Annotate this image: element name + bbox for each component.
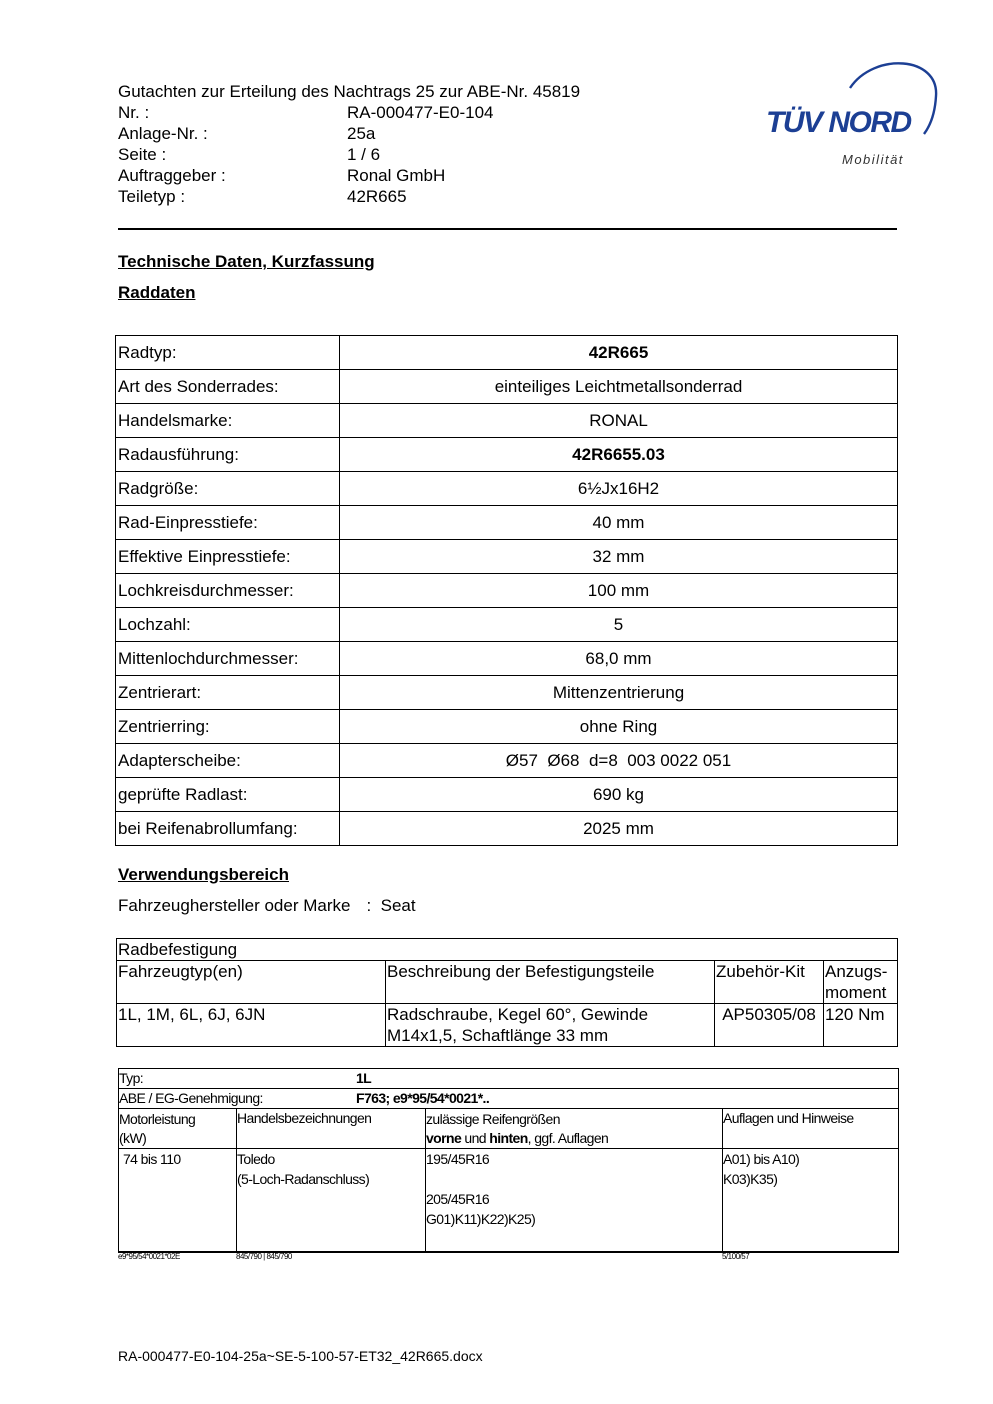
table-row [116, 540, 898, 574]
row-label: Zentrierring: [116, 710, 340, 744]
table-row [116, 744, 898, 778]
col-power-unit: (kW) [119, 1130, 147, 1146]
table-row [116, 778, 898, 812]
section-heading-wheel: Raddaten [118, 283, 196, 302]
tuev-nord-logo [764, 58, 940, 170]
abe-row [119, 1089, 898, 1109]
abe-value: F763; e9*95/54*0021*.. [356, 1090, 490, 1106]
abe-label: ABE / EG-Genehmigung: [119, 1090, 263, 1106]
header-value: RA-000477-E0-104 [347, 103, 494, 122]
header-value: 42R665 [347, 187, 407, 206]
row-value: Mittenzentrierung [340, 676, 898, 710]
manufacturer-sep: : [366, 896, 372, 915]
table-row [116, 574, 898, 608]
header-row-auftraggeber [118, 165, 580, 186]
header-value: Ronal GmbH [347, 166, 446, 185]
row-label: geprüfte Radlast: [116, 778, 340, 812]
trade-name-note: (5-Loch-Radanschluss) [237, 1171, 370, 1187]
table-row [116, 812, 898, 846]
col-tyres-front: vorne [426, 1130, 462, 1146]
row-label: Zentrierart: [116, 676, 340, 710]
row-label: Handelsmarke: [116, 404, 340, 438]
row-label: Art des Sonderrades: [116, 370, 340, 404]
header-cell: Fahrzeugtyp(en) [117, 961, 386, 1004]
row-value: ohne Ring [340, 710, 898, 744]
header-line: Anzugs- [825, 962, 888, 981]
table-row [116, 336, 898, 370]
row-value: 40 mm [340, 506, 898, 540]
table-row [116, 676, 898, 710]
typ-label: Typ: [119, 1070, 144, 1086]
header-line: moment [825, 983, 887, 1002]
header-key: Nr. : [118, 103, 150, 122]
header-value: 1 / 6 [347, 145, 381, 164]
table-row [117, 1004, 898, 1047]
trade-name: Toledo [237, 1151, 275, 1167]
row-value: 5 [340, 608, 898, 642]
row-value: 690 kg [340, 778, 898, 812]
section-heading-technical: Technische Daten, Kurzfassung [118, 252, 375, 271]
row-value: RONAL [340, 404, 898, 438]
row-label: bei Reifenabrollumfang: [116, 812, 340, 846]
fixing-types: 1L, 1M, 6L, 6J, 6JN [117, 1004, 386, 1047]
row-value: Ø57 Ø68 d=8 003 0022 051 [340, 744, 898, 778]
row-label: Radtyp: [116, 336, 340, 370]
manufacturer-value: Seat [380, 896, 416, 915]
col-tyres-rear: hinten [489, 1130, 528, 1146]
row-label: Mittenlochdurchmesser: [116, 642, 340, 676]
header-key: Seite : [118, 145, 167, 164]
header-cell: Beschreibung der Befestigungsteile [386, 961, 715, 1004]
row-label: Lochkreisdurchmesser: [116, 574, 340, 608]
notes-value: A01) bis A10) [723, 1151, 800, 1167]
table-row [117, 939, 898, 961]
row-value: 42R6655.03 [340, 438, 898, 472]
fixing-kit: AP50305/08 [715, 1004, 824, 1047]
col-power-header [119, 1110, 195, 1148]
column-divider [425, 1109, 426, 1251]
vehicle-type-table [118, 1068, 899, 1253]
table-row [116, 642, 898, 676]
row-value: 100 mm [340, 574, 898, 608]
header-key: Teiletyp : [118, 187, 186, 206]
row-value: einteiliges Leichtmetallsonderrad [340, 370, 898, 404]
table-row [116, 506, 898, 540]
tiny-code: e9*95/54*0021*02E [118, 1252, 180, 1261]
col-notes-header: Auflagen und Hinweise [723, 1110, 854, 1126]
col-tyres-header [426, 1110, 608, 1148]
typ-value: 1L [356, 1070, 372, 1086]
col-power-line: Motorleistung [119, 1111, 196, 1127]
fixing-description [386, 1004, 715, 1047]
row-value: 68,0 mm [340, 642, 898, 676]
document-footer: RA-000477-E0-104-25a~SE-5-100-57-ET32_42R665.docx [118, 1348, 483, 1364]
row-label: Radausführung: [116, 438, 340, 472]
row-label: Adapterscheibe: [116, 744, 340, 778]
tiny-code: 845/790 | 845/790 [236, 1252, 292, 1261]
report-title: Gutachten zur Erteilung des Nachtrags 25 zur ABE-Nr. 45819 [118, 82, 581, 101]
tyre-size: 195/45R16 [426, 1151, 490, 1167]
row-label: Rad-Einpresstiefe: [116, 506, 340, 540]
table-row [116, 472, 898, 506]
header-row-anlage [118, 123, 580, 144]
header-row-teiletyp [118, 186, 580, 207]
header-row-nr [118, 102, 580, 123]
col-tyres-line: zulässige Reifengrößen [426, 1111, 560, 1127]
manufacturer-line [118, 896, 416, 916]
row-value: 32 mm [340, 540, 898, 574]
table-row [116, 608, 898, 642]
header-row-seite [118, 144, 580, 165]
desc-line: M14x1,5, Schaftlänge 33 mm [387, 1026, 609, 1045]
col-tyres-and: und [461, 1130, 490, 1146]
header-divider [118, 228, 897, 230]
wheel-fixing-table [116, 938, 898, 1047]
header-cell: Zubehör-Kit [715, 961, 824, 1004]
table-row [116, 404, 898, 438]
table-row [116, 438, 898, 472]
row-label: Effektive Einpresstiefe: [116, 540, 340, 574]
section-heading-usage: Verwendungsbereich [118, 865, 289, 884]
header-value: 25a [347, 124, 376, 143]
row-value: 42R665 [340, 336, 898, 370]
tyre-size: 205/45R16 [426, 1191, 490, 1207]
logo-wordmark: TÜV NORD [766, 106, 911, 139]
fixing-torque: 120 Nm [824, 1004, 898, 1047]
manufacturer-label: Fahrzeughersteller oder Marke [118, 896, 351, 915]
row-label: Radgröße: [116, 472, 340, 506]
power-value: 74 bis 110 [123, 1151, 181, 1167]
tiny-code: 5/100/57 [722, 1252, 750, 1261]
table-row [116, 370, 898, 404]
notes-value: K03)K35) [723, 1171, 778, 1187]
header-cell-torque [824, 961, 898, 1004]
row-value: 2025 mm [340, 812, 898, 846]
desc-line: Radschraube, Kegel 60°, Gewinde [387, 1005, 649, 1024]
header-key: Auftraggeber : [118, 166, 226, 185]
tyre-conditions: G01)K11)K22)K25) [426, 1211, 536, 1227]
document-header [118, 81, 580, 207]
logo-subtitle: Mobilität [842, 152, 904, 167]
wheel-data-table [115, 335, 898, 846]
fixing-title: Radbefestigung [117, 939, 898, 961]
table-row [117, 961, 898, 1004]
table-row [116, 710, 898, 744]
col-tyres-end: , ggf. Auflagen [527, 1130, 609, 1146]
row-label: Lochzahl: [116, 608, 340, 642]
col-names-header: Handelsbezeichnungen [237, 1110, 372, 1126]
type-row [119, 1069, 898, 1089]
header-key: Anlage-Nr. : [118, 124, 208, 143]
row-value: 6½Jx16H2 [340, 472, 898, 506]
